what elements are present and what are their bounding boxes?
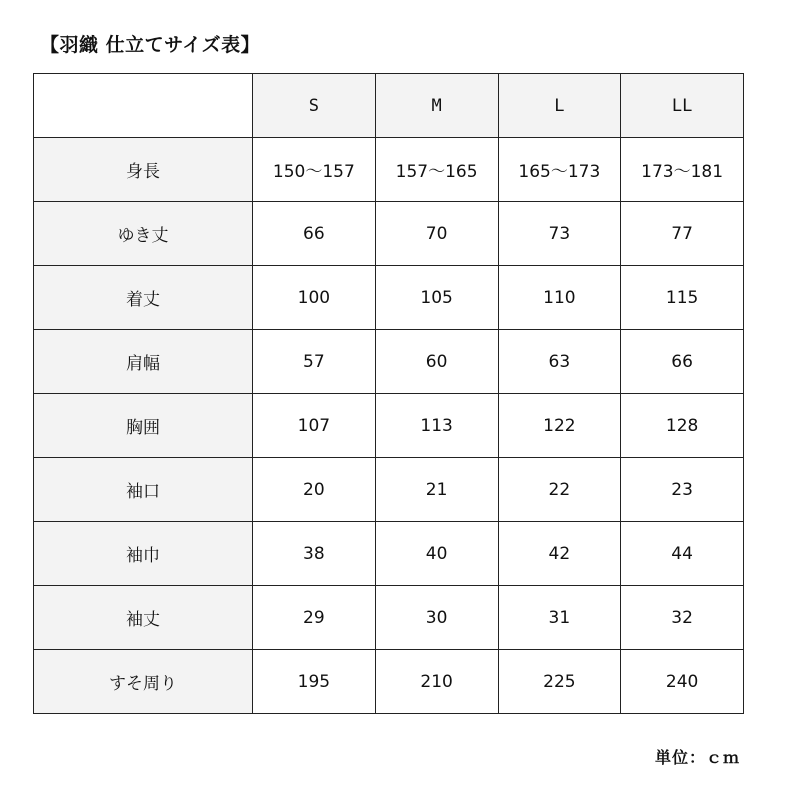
table-cell: 44 xyxy=(621,522,744,586)
table-row xyxy=(34,330,744,394)
size-header-m: M xyxy=(375,74,498,138)
row-label: ゆき丈 xyxy=(34,202,253,266)
table-cell: 30 xyxy=(375,586,498,650)
table-cell: 20 xyxy=(253,458,376,522)
table-cell: 42 xyxy=(498,522,621,586)
size-table xyxy=(33,73,744,714)
table-cell: 31 xyxy=(498,586,621,650)
table-row xyxy=(34,458,744,522)
row-label: 胸囲 xyxy=(34,394,253,458)
row-label: 肩幅 xyxy=(34,330,253,394)
table-cell: 165〜173 xyxy=(498,138,621,202)
table-cell: 32 xyxy=(621,586,744,650)
table-cell: 113 xyxy=(375,394,498,458)
table-cell: 105 xyxy=(375,266,498,330)
table-row xyxy=(34,586,744,650)
size-header-s: S xyxy=(253,74,376,138)
table-row xyxy=(34,202,744,266)
corner-cell xyxy=(34,74,253,138)
table-cell: 57 xyxy=(253,330,376,394)
size-header-ll: LL xyxy=(621,74,744,138)
table-cell: 40 xyxy=(375,522,498,586)
table-cell: 21 xyxy=(375,458,498,522)
size-header-row xyxy=(34,74,744,138)
row-label: 袖丈 xyxy=(34,586,253,650)
table-cell: 150〜157 xyxy=(253,138,376,202)
table-cell: 66 xyxy=(253,202,376,266)
row-label: 着丈 xyxy=(34,266,253,330)
table-cell: 60 xyxy=(375,330,498,394)
table-cell: 107 xyxy=(253,394,376,458)
row-label: 袖口 xyxy=(34,458,253,522)
table-cell: 210 xyxy=(375,650,498,714)
table-cell: 110 xyxy=(498,266,621,330)
table-cell: 77 xyxy=(621,202,744,266)
table-cell: 115 xyxy=(621,266,744,330)
table-cell: 38 xyxy=(253,522,376,586)
table-cell: 122 xyxy=(498,394,621,458)
table-row xyxy=(34,266,744,330)
table-row xyxy=(34,394,744,458)
table-cell: 173〜181 xyxy=(621,138,744,202)
table-cell: 66 xyxy=(621,330,744,394)
page-title: 【羽織 仕立てサイズ表】 xyxy=(40,34,261,56)
table-cell: 100 xyxy=(253,266,376,330)
table-cell: 22 xyxy=(498,458,621,522)
table-row xyxy=(34,650,744,714)
size-header-l: L xyxy=(498,74,621,138)
table-cell: 29 xyxy=(253,586,376,650)
table-cell: 23 xyxy=(621,458,744,522)
table-cell: 63 xyxy=(498,330,621,394)
table-cell: 157〜165 xyxy=(375,138,498,202)
table-cell: 225 xyxy=(498,650,621,714)
table-row xyxy=(34,522,744,586)
row-label: すそ周り xyxy=(34,650,253,714)
row-label: 袖巾 xyxy=(34,522,253,586)
table-cell: 128 xyxy=(621,394,744,458)
table-cell: 73 xyxy=(498,202,621,266)
table-row xyxy=(34,138,744,202)
row-label: 身長 xyxy=(34,138,253,202)
table-cell: 240 xyxy=(621,650,744,714)
table-cell: 195 xyxy=(253,650,376,714)
unit-note: 単位：ｃｍ xyxy=(654,748,740,767)
table-cell: 70 xyxy=(375,202,498,266)
